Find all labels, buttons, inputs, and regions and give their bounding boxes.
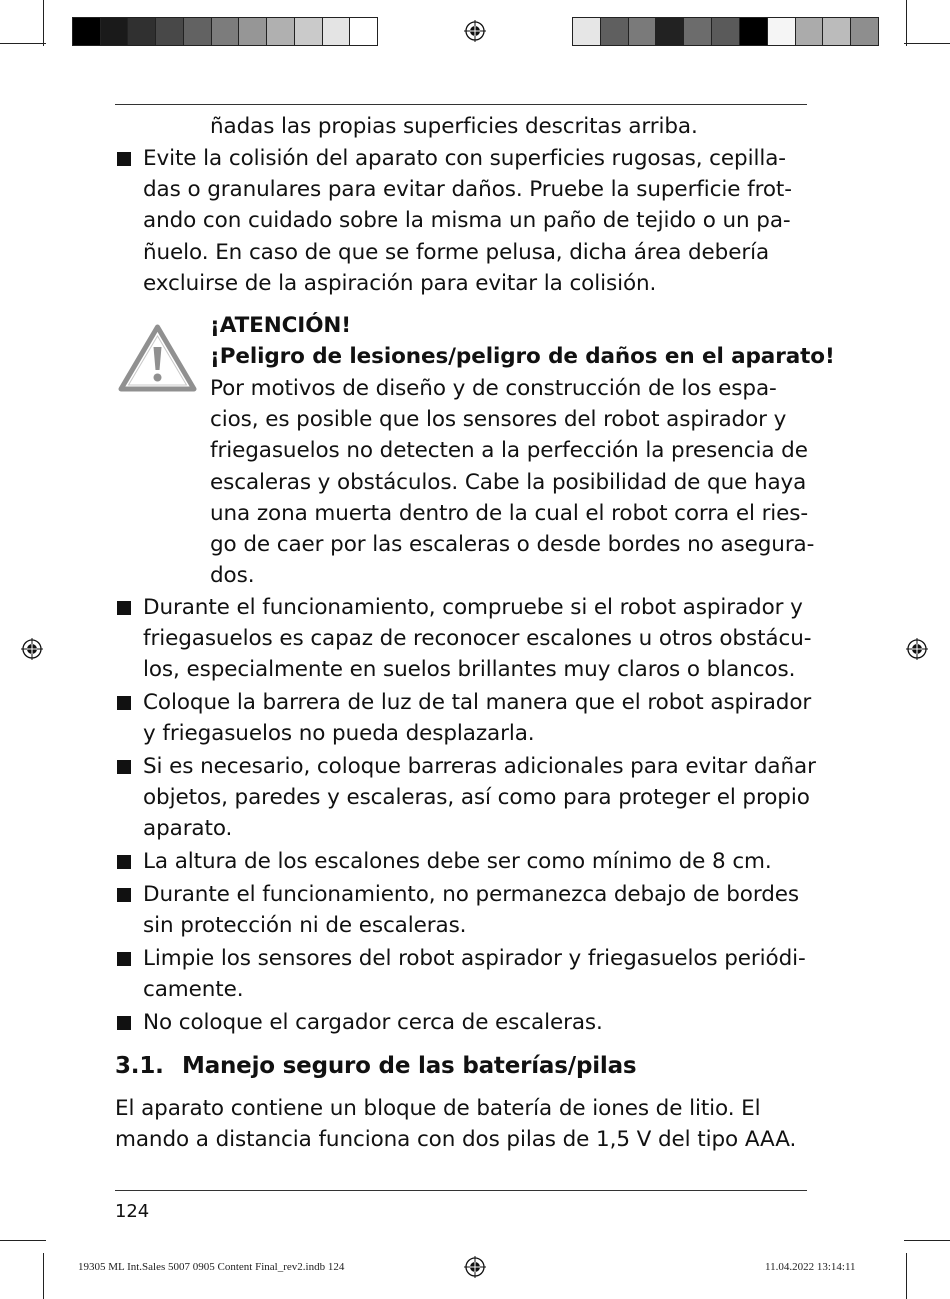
bullet-square [117,152,131,166]
text-line: No coloque el cargador cerca de escaleras. [143,1009,603,1035]
intro-line: ñadas las propias superficies descritas arriba. [210,114,698,139]
bullet-paragraph [143,846,772,877]
text-line: Durante el funcionamiento, no permanezca debajo de bordes [143,881,799,907]
warning-triangle-icon [117,323,198,393]
text-line: y friegasuelos no pueda desplazarla. [143,721,535,747]
warning-body [210,373,814,591]
color-swatch [294,18,322,45]
registration-mark-icon [464,1256,486,1278]
color-swatch [211,18,239,45]
crop-mark [906,0,907,46]
text-line: sin protección ni de escaleras. [143,913,467,938]
header-rule [115,104,807,105]
bullet-square [117,696,131,710]
registration-mark-icon [21,638,43,660]
color-swatch [127,18,155,45]
text-line: camente. [143,976,244,1002]
text-line: objetos, paredes y escaleras, así como para proteger el propio [143,785,810,811]
text-line: Evite la colisión del aparato con superficies rugosas, cepilla- [143,146,786,171]
crop-mark [43,0,44,46]
bullet-square [117,1016,131,1030]
text-line: dos. [210,563,255,589]
bullet-paragraph [143,943,806,1005]
crop-mark [906,1253,907,1299]
bullet-square [117,855,131,869]
bullet-paragraph [143,592,811,686]
text-line: Durante el funcionamiento, compruebe si el robot aspirador y [143,595,803,620]
slug-file-info: 19305 ML Int.Sales 5007 0905 Content Final_rev2.indb 124 [78,1261,345,1273]
color-swatch [73,18,100,45]
text-line: una zona muerta dentro de la cual el robot corra el ries- [210,500,809,526]
text-line: mando a distancia funciona con dos pilas de 1,5 V del tipo AAA. [115,1127,797,1153]
text-line: cios, es posible que los sensores del robot aspirador y [210,407,787,433]
crop-mark [0,43,46,44]
color-calibration-bar-left [72,17,378,46]
registration-mark-icon [906,638,928,660]
color-calibration-bar-right [572,17,879,46]
bullet-paragraph [143,879,799,941]
text-line: Si es necesario, coloque barreras adicionales para evitar dañar [143,754,816,779]
text-line: das o granulares para evitar daños. Pruebe la superficie frot- [143,177,792,203]
color-swatch [600,18,628,45]
text-line: friegasuelos no detecten a la perfección la presencia de [210,438,808,464]
color-swatch [822,18,850,45]
crop-mark [0,1240,46,1241]
page-number: 124 [115,1201,150,1222]
bullet-paragraph [143,143,792,299]
footer-rule [115,1190,807,1191]
color-swatch [795,18,823,45]
color-swatch [100,18,128,45]
bullet-paragraph [143,1007,603,1038]
crop-mark [904,43,950,44]
bullet-paragraph [143,687,811,749]
color-swatch [711,18,739,45]
text-line: escaleras y obstáculos. Cabe la posibilidad de que haya [210,469,807,495]
warning-subtitle: ¡Peligro de lesiones/peligro de daños en el aparato! [210,344,835,369]
color-swatch [266,18,294,45]
bullet-square [117,760,131,774]
text-line: go de caer por las escaleras o desde bordes no asegura- [210,532,815,558]
registration-mark-icon [464,20,486,42]
color-swatch [573,18,600,45]
crop-mark [43,1253,44,1299]
text-line: El aparato contiene un bloque de batería de iones de litio. El [115,1096,761,1121]
crop-mark [904,1240,950,1241]
color-swatch [183,18,211,45]
color-swatch [322,18,350,45]
color-swatch [655,18,683,45]
color-swatch [238,18,266,45]
warning-title: ¡ATENCIÓN! [210,313,351,338]
color-swatch [739,18,767,45]
slug-timestamp: 11.04.2022 13:14:11 [765,1261,856,1273]
text-line: Limpie los sensores del robot aspirador y friegasuelos periódi- [143,945,806,971]
color-swatch [683,18,711,45]
text-line: aparato. [143,816,233,842]
text-line: Por motivos de diseño y de construcción de los espa- [210,376,777,401]
color-swatch [850,18,878,45]
color-swatch [349,18,377,45]
bullet-square [117,888,131,902]
text-line: excluirse de la aspiración para evitar la colisión. [143,270,657,296]
body-paragraph [115,1093,796,1155]
text-line: friegasuelos es capaz de reconocer escalones u otros obstácu- [143,626,812,652]
text-line: Coloque la barrera de luz de tal manera que el robot aspirador [143,690,812,716]
color-swatch [155,18,183,45]
text-line: ando con cuidado sobre la misma un paño de tejido o un pa- [143,208,791,234]
text-line: los, especialmente en suelos brillantes muy claros o blancos. [143,657,796,683]
section-title: Manejo seguro de las baterías/pilas [182,1053,637,1079]
bullet-paragraph [143,751,816,845]
bullet-square [117,952,131,966]
section-number: 3.1. [115,1053,164,1079]
bullet-square [117,601,131,615]
text-line: La altura de los escalones debe ser como mínimo de 8 cm. [143,849,772,875]
color-swatch [767,18,795,45]
text-line: ñuelo. En caso de que se forme pelusa, dicha área debería [143,239,770,265]
color-swatch [628,18,656,45]
